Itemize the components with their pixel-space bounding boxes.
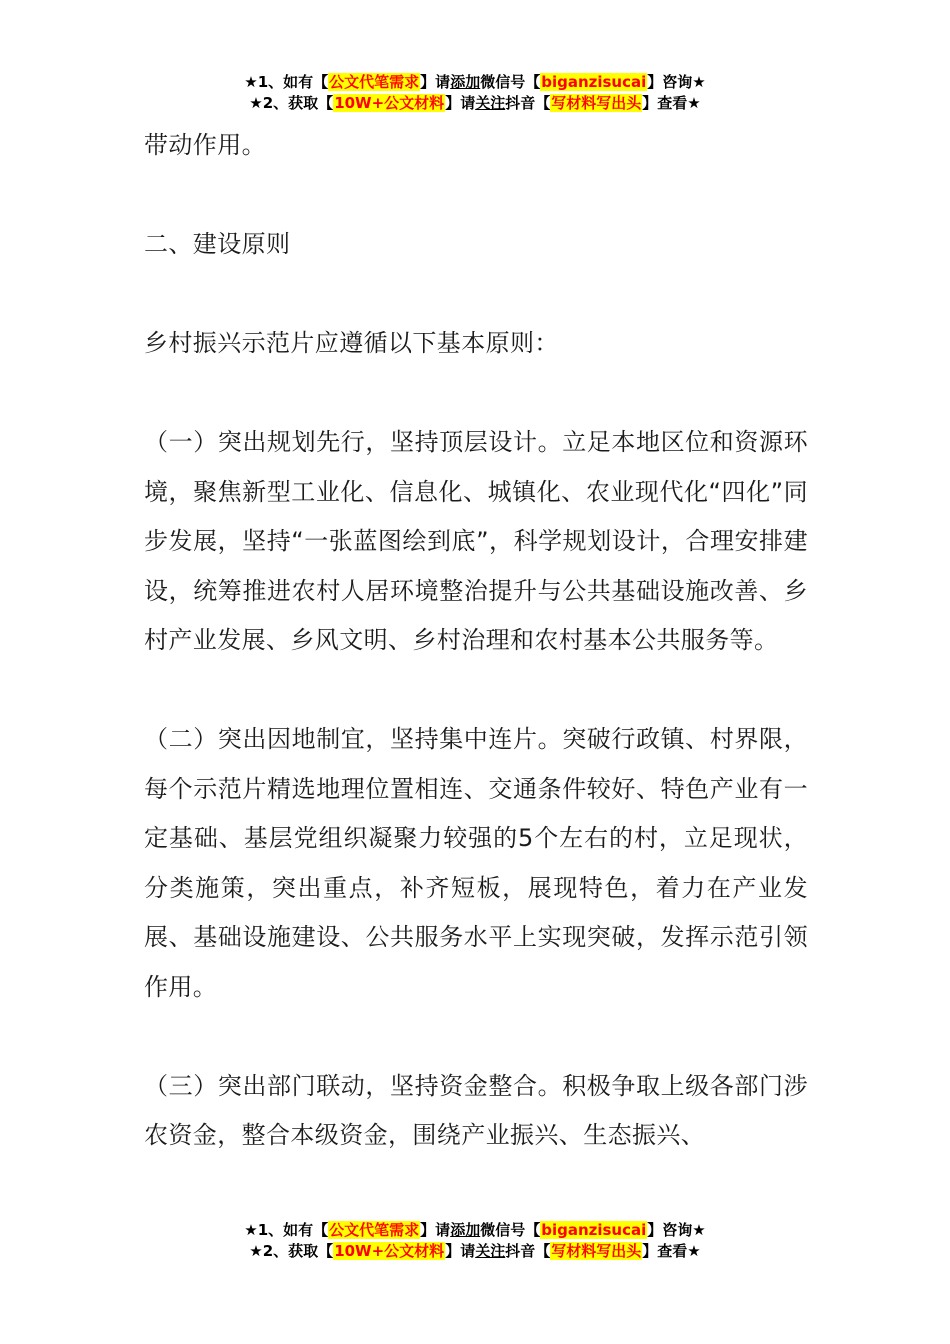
banner-text: 微信号【 bbox=[480, 1221, 541, 1239]
banner-text: 1、如有【 bbox=[257, 73, 329, 91]
banner-text: 】请 bbox=[445, 1242, 476, 1260]
highlight-materials: 10W+公文材料 bbox=[334, 1242, 445, 1260]
banner-text: 1、如有【 bbox=[257, 1221, 329, 1239]
footer-banner bbox=[0, 1220, 950, 1262]
star-icon: ★ bbox=[244, 73, 258, 91]
banner-emphasis: 关注 bbox=[475, 1242, 506, 1260]
banner-text: 2、获取【 bbox=[262, 1242, 334, 1260]
highlight-materials: 10W+公文材料 bbox=[334, 94, 445, 112]
paragraph-principle-1: （一）突出规划先行，坚持顶层设计。立足本地区位和资源环境，聚焦新型工业化、信息化、城镇化、农业现代化“四化”同步发展，坚持“一张蓝图绘到底”，科学规划设计，合理安排建设，统筹推进农村人居环境整治提升与公共基础设施改善、乡村产业发展、乡风文明、乡村治理和农村基本公共服务等。 bbox=[144, 428, 808, 654]
highlight-douyin-account: 写材料写出头 bbox=[551, 94, 642, 112]
highlight-wechat-id: biganzisucai bbox=[541, 73, 647, 91]
banner-line-2 bbox=[0, 1241, 950, 1262]
banner-text: 微信号【 bbox=[480, 73, 541, 91]
highlight-wechat-id: biganzisucai bbox=[541, 1221, 647, 1239]
banner-text: 】请 bbox=[445, 94, 476, 112]
star-icon: ★ bbox=[249, 94, 263, 112]
banner-line-2 bbox=[0, 93, 950, 114]
paragraph-principle-3: （三）突出部门联动，坚持资金整合。积极争取上级各部门涉农资金，整合本级资金，围绕产业振兴、生态振兴、 bbox=[144, 1071, 808, 1149]
document-body bbox=[144, 121, 808, 1161]
banner-line-1 bbox=[0, 72, 950, 93]
banner-emphasis: 添加 bbox=[450, 1221, 481, 1239]
highlight-service: 公文代笔需求 bbox=[329, 1221, 420, 1239]
banner-text: 】请 bbox=[420, 1221, 451, 1239]
star-icon: ★ bbox=[244, 1221, 258, 1239]
paragraph-intro: 乡村振兴示范片应遵循以下基本原则： bbox=[144, 329, 559, 357]
banner-emphasis: 添加 bbox=[450, 73, 481, 91]
banner-text: 】咨询★ bbox=[647, 1221, 706, 1239]
header-banner bbox=[0, 72, 950, 114]
banner-text: 】查看★ bbox=[642, 94, 701, 112]
banner-text: 抖音【 bbox=[505, 94, 551, 112]
banner-line-1 bbox=[0, 1220, 950, 1241]
paragraph-principle-2: （二）突出因地制宜，坚持集中连片。突破行政镇、村界限，每个示范片精选地理位置相连、交通条件较好、特色产业有一定基础、基层党组织凝聚力较强的5个左右的村，立足现状，分类施策，突出重点，补齐短板，展现特色，着力在产业发展、基础设施建设、公共服务水平上实现突破，发挥示范引领作用。 bbox=[144, 725, 808, 1001]
banner-text: 】咨询★ bbox=[647, 73, 706, 91]
banner-text: 抖音【 bbox=[505, 1242, 551, 1260]
banner-text: 】请 bbox=[420, 73, 451, 91]
banner-emphasis: 关注 bbox=[475, 94, 506, 112]
highlight-service: 公文代笔需求 bbox=[329, 73, 420, 91]
highlight-douyin-account: 写材料写出头 bbox=[551, 1242, 642, 1260]
banner-text: 】查看★ bbox=[642, 1242, 701, 1260]
paragraph-fragment: 带动作用。 bbox=[144, 131, 266, 159]
banner-text: 2、获取【 bbox=[262, 94, 334, 112]
section-heading: 二、建设原则 bbox=[144, 230, 291, 258]
star-icon: ★ bbox=[249, 1242, 263, 1260]
